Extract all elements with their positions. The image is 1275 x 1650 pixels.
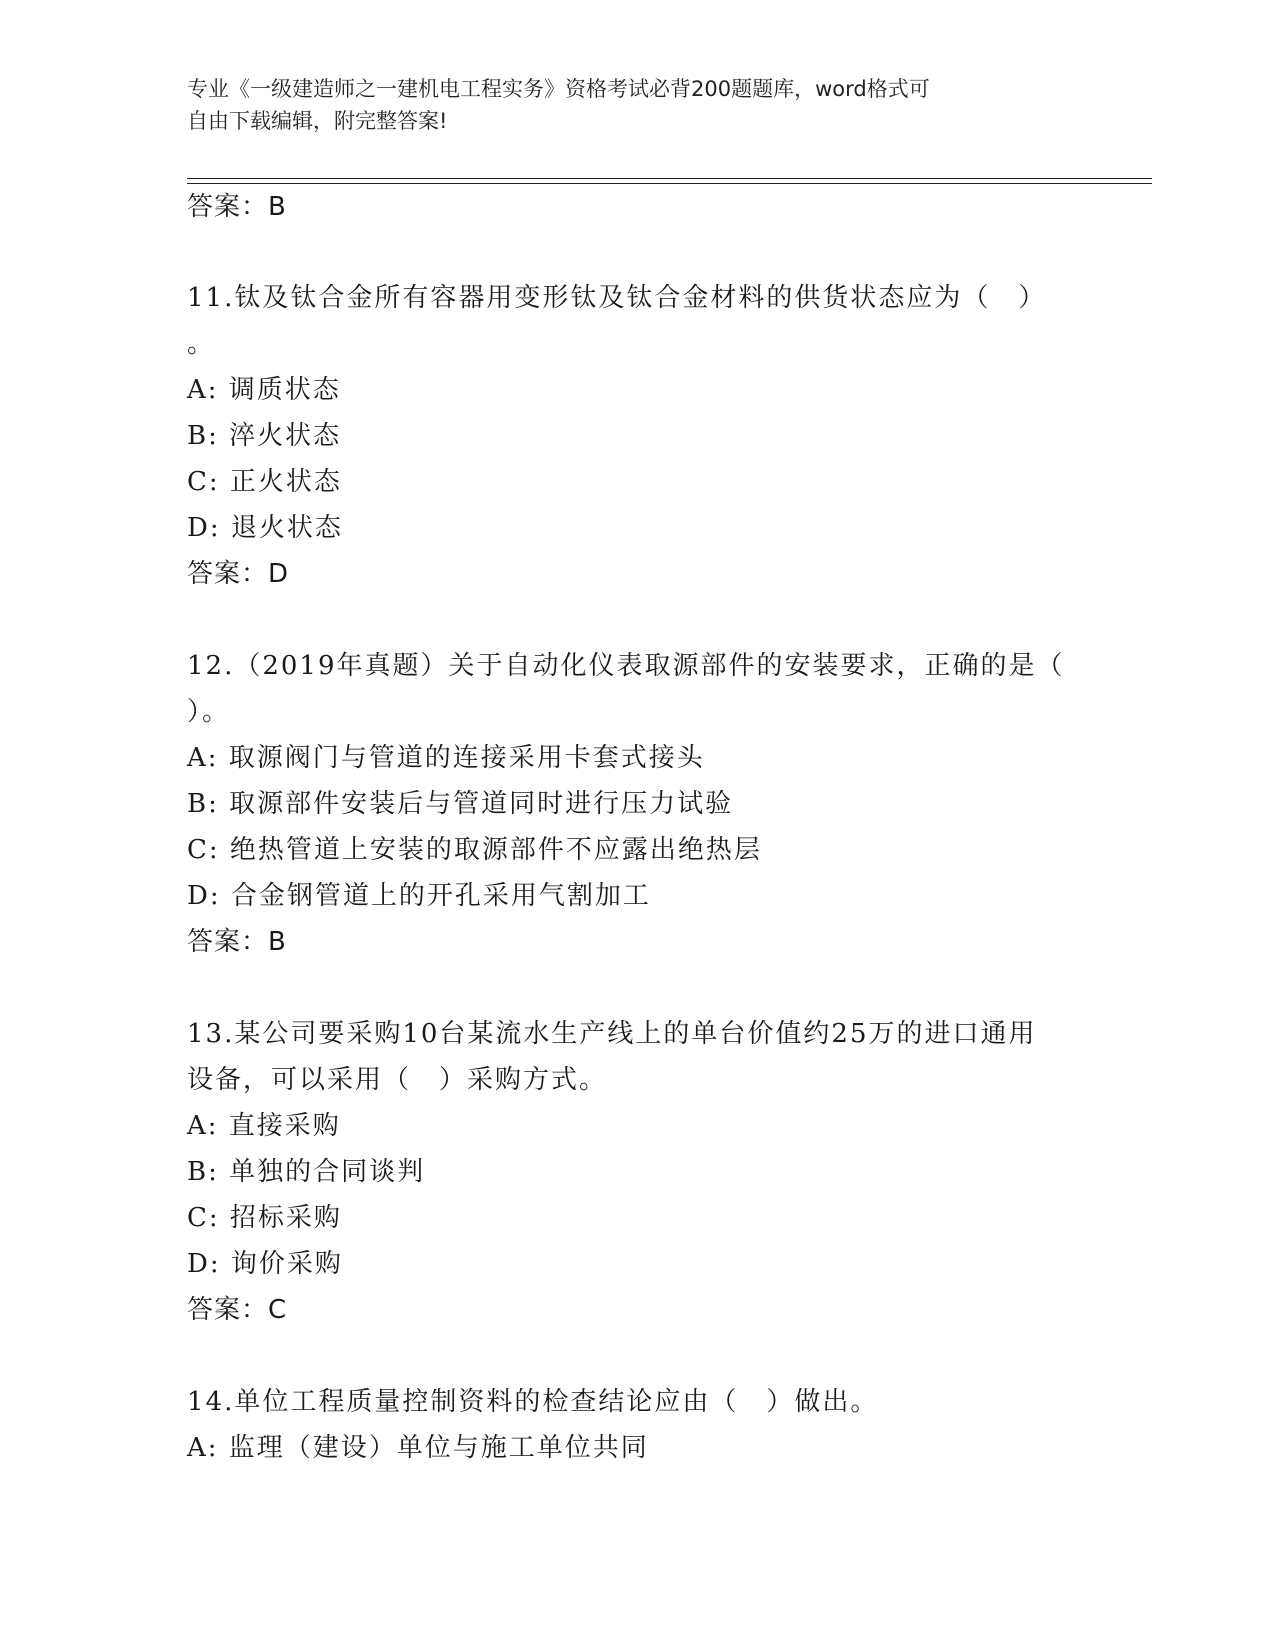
question-13-stem: 13.某公司要采购10台某流水生产线上的单台价值约25万的进口通用 (187, 1019, 1037, 1049)
question-12-answer: 答案：B (187, 927, 287, 957)
question-13-option-a: A: 直接采购 (187, 1111, 341, 1141)
question-13-option-c: C: 招标采购 (187, 1203, 342, 1233)
header-line-2: 自由下载编辑，附完整答案! (187, 109, 448, 133)
header-divider-bottom (187, 183, 1152, 184)
question-11-answer: 答案：D (187, 559, 290, 589)
question-12-option-d: D: 合金钢管道上的开孔采用气割加工 (187, 881, 651, 911)
question-14-option-a: A: 监理（建设）单位与施工单位共同 (187, 1433, 649, 1463)
question-11-stem: 11.钛及钛合金所有容器用变形钛及钛合金材料的供货状态应为（ ） (187, 283, 1047, 313)
question-14-stem: 14.单位工程质量控制资料的检查结论应由（ ）做出。 (187, 1387, 879, 1417)
previous-answer: 答案：B (187, 192, 287, 222)
question-11-option-b: B: 淬火状态 (187, 421, 342, 451)
question-11-option-c: C: 正火状态 (187, 467, 342, 497)
question-13-answer: 答案：C (187, 1295, 288, 1325)
question-11-option-d: D: 退火状态 (187, 513, 343, 543)
question-13-option-b: B: 单独的合同谈判 (187, 1157, 426, 1187)
header-divider-top (187, 178, 1152, 179)
question-13-option-d: D: 询价采购 (187, 1249, 343, 1279)
page-header (187, 73, 1067, 137)
question-11-option-a: A: 调质状态 (187, 375, 341, 405)
question-12-stem: 12.（2019年真题）关于自动化仪表取源部件的安装要求，正确的是（ (187, 651, 1065, 681)
question-11-stem-cont: 。 (187, 329, 216, 359)
question-12-option-a: A: 取源阀门与管道的连接采用卡套式接头 (187, 743, 705, 773)
question-12-stem-cont: ）。 (187, 697, 231, 727)
header-line-1: 专业《一级建造师之一建机电工程实务》资格考试必背200题题库，word格式可 (187, 77, 930, 101)
question-12-option-c: C: 绝热管道上安装的取源部件不应露出绝热层 (187, 835, 762, 865)
question-12-option-b: B: 取源部件安装后与管道同时进行压力试验 (187, 789, 734, 819)
question-13-stem-cont: 设备，可以采用（ ）采购方式。 (187, 1065, 608, 1095)
